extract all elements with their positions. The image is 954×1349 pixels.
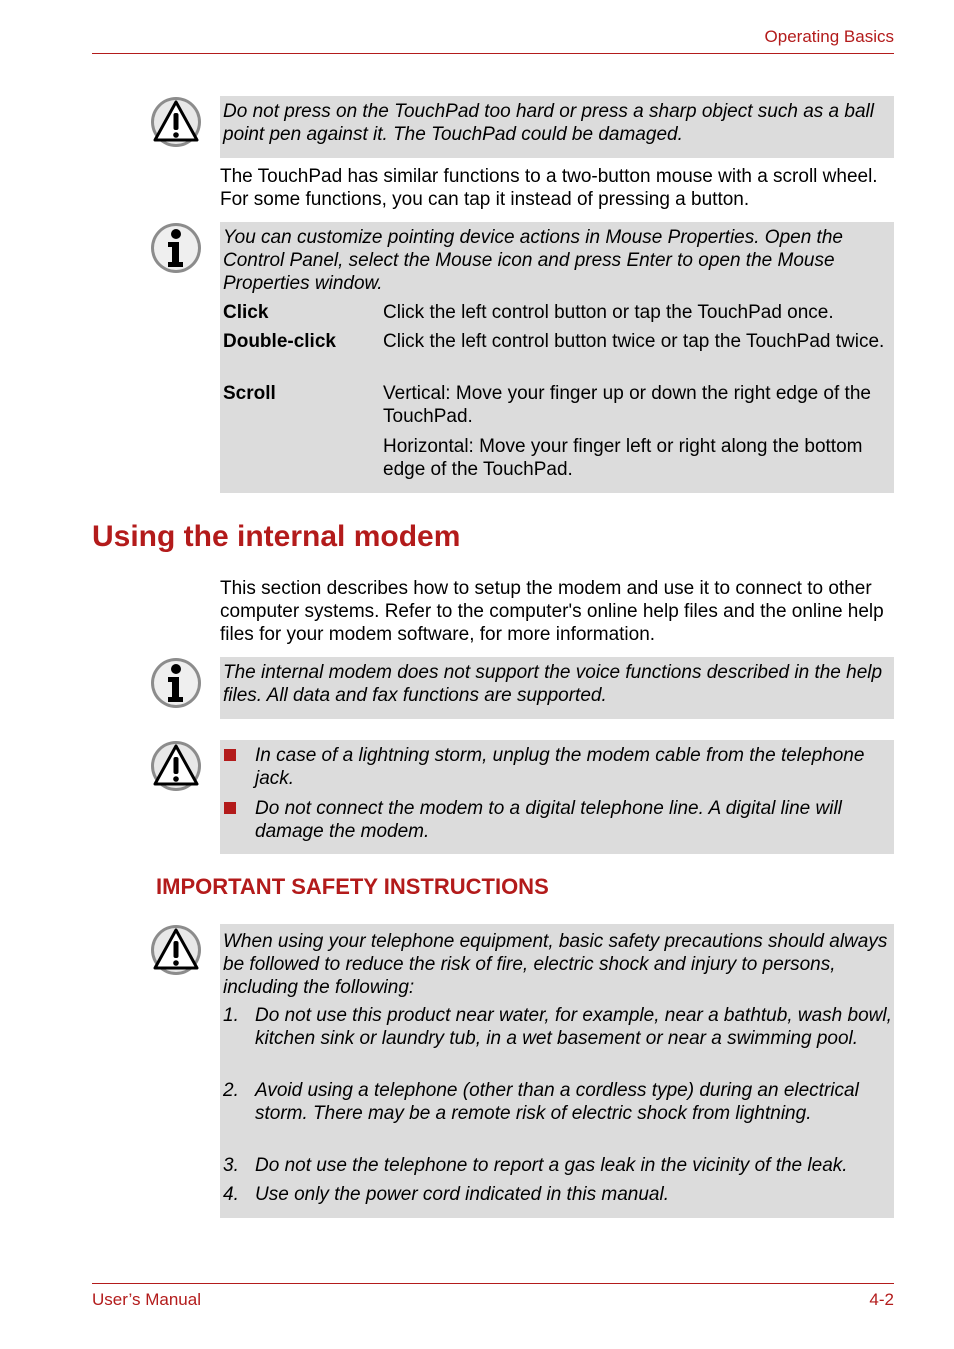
list-item: Avoid using a telephone (other than a cordless type) during an electrical storm. There may be a remote risk of electric shock from lightning.: [255, 1080, 859, 1124]
term-scroll: Scroll: [223, 383, 276, 404]
def-click: Click the left control button or tap the TouchPad once.: [383, 302, 834, 323]
subsection-title: IMPORTANT SAFETY INSTRUCTIONS: [156, 874, 549, 899]
def-scroll-horizontal: Horizontal: Move your finger left or right along the bottom edge of the TouchPad.: [383, 436, 863, 480]
caution-box-touchpad: [220, 96, 894, 158]
caution-text: Do not press on the TouchPad too hard or press a sharp object such as a ball point pen against it. The TouchPad could be damaged.: [223, 101, 874, 145]
info-icon: [150, 222, 202, 274]
list-item: Do not use the telephone to report a gas leak in the vicinity of the leak.: [255, 1155, 848, 1176]
info-icon: [150, 657, 202, 709]
list-number: 3.: [223, 1155, 239, 1176]
caution-item: Do not connect the modem to a digital telephone line. A digital line will damage the modem.: [255, 798, 842, 842]
section-title: Using the internal modem: [92, 520, 461, 553]
bullet-marker: [224, 749, 236, 761]
page-number: 4-2: [869, 1290, 894, 1309]
caution-box-safety: [220, 924, 894, 1218]
footer-manual: User’s Manual: [92, 1290, 201, 1309]
caution-icon: [150, 96, 202, 148]
modem-intro: This section describes how to setup the modem and use it to connect to other computer systems. Refer to the computer's online help files and the online help files for your modem software, for more information.: [220, 578, 884, 645]
list-number: 1.: [223, 1005, 239, 1026]
term-click: Click: [223, 302, 269, 323]
def-scroll-vertical: Vertical: Move your finger up or down the right edge of the TouchPad.: [383, 383, 871, 427]
list-item: Do not use this product near water, for example, near a bathtub, wash bowl, kitchen sink or laundry tub, in a wet basement or near a swimming pool.: [255, 1005, 892, 1049]
bullet-marker: [224, 802, 236, 814]
list-number: 2.: [223, 1080, 239, 1101]
note-box-mouse-properties: [220, 222, 894, 493]
header-rule: [92, 53, 894, 54]
caution-box-modem: [220, 740, 894, 854]
term-double-click: Double-click: [223, 331, 336, 352]
caution-item: In case of a lightning storm, unplug the modem cable from the telephone jack.: [255, 745, 865, 789]
def-double-click: Click the left control button twice or tap the TouchPad twice.: [383, 331, 885, 352]
list-number: 4.: [223, 1184, 239, 1205]
note-text: The internal modem does not support the voice functions described in the help files. All data and fax functions are supported.: [223, 662, 883, 706]
list-item: Use only the power cord indicated in this manual.: [255, 1184, 670, 1205]
caution-icon: [150, 924, 202, 976]
note-text: You can customize pointing device actions in Mouse Properties. Open the Control Panel, select the Mouse icon and press Enter to open the Mouse Properties window.: [223, 227, 843, 294]
note-box-modem: [220, 657, 894, 719]
caution-icon: [150, 740, 202, 792]
caution-text: When using your telephone equipment, basic safety precautions should always be followed to reduce the risk of fire, electric shock and injury to persons, including the following:: [223, 931, 888, 998]
touchpad-intro: The TouchPad has similar functions to a two-button mouse with a scroll wheel. For some functions, you can tap it instead of pressing a button.: [220, 166, 878, 210]
footer-rule: [92, 1283, 894, 1284]
running-header: Operating Basics: [764, 27, 894, 46]
